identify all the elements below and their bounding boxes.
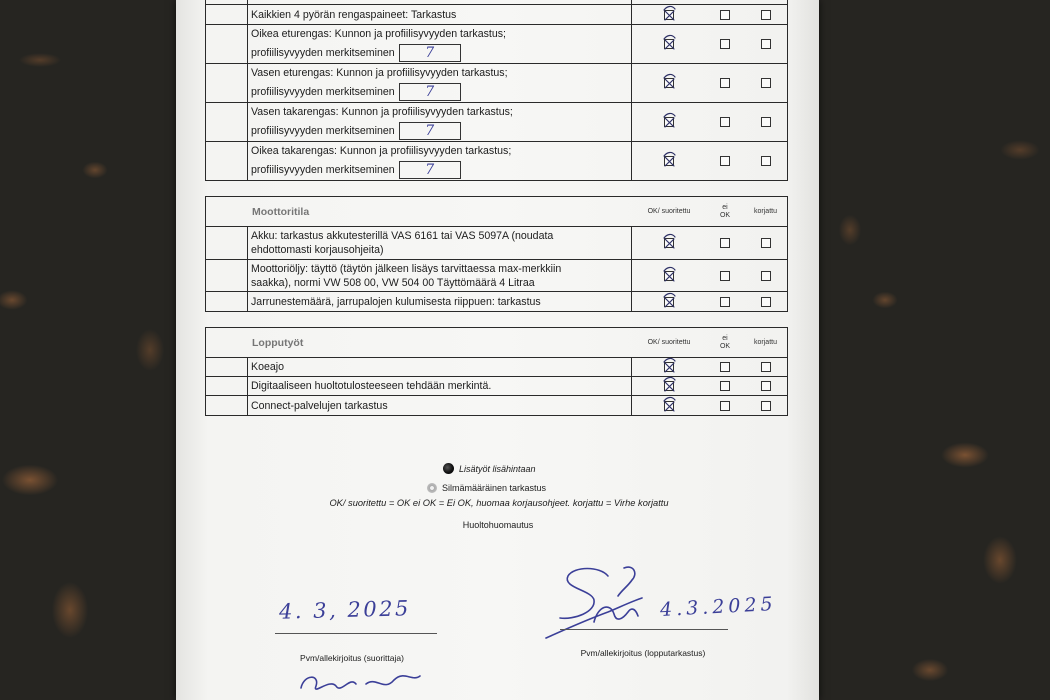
korjattu-cell bbox=[744, 260, 787, 291]
task-cell bbox=[248, 0, 632, 4]
cut-off-row bbox=[206, 0, 787, 4]
ok-checkbox[interactable] bbox=[664, 78, 674, 88]
ok-cell bbox=[632, 5, 706, 24]
table-row bbox=[206, 4, 787, 24]
task-cell bbox=[248, 103, 632, 141]
korjattu-checkbox[interactable] bbox=[761, 401, 771, 411]
task-text: Jarrunestemäärä, jarrupalojen kulumisesta riippuen: tarkastus bbox=[251, 295, 541, 308]
row-number-cell bbox=[206, 358, 248, 376]
task-text: Connect-palvelujen tarkastus bbox=[251, 399, 388, 412]
korjattu-cell bbox=[744, 103, 787, 141]
task-cell bbox=[248, 358, 632, 376]
task-text: Kaikkien 4 pyörän rengaspaineet: Tarkastus bbox=[251, 8, 457, 21]
legend-visual-check bbox=[427, 483, 546, 493]
task-text: Oikea takarengas: Kunnon ja profiilisyvyyden tarkastus; bbox=[251, 145, 512, 157]
table-row bbox=[206, 102, 787, 141]
korjattu-cell bbox=[744, 64, 787, 102]
task-cell bbox=[248, 227, 632, 259]
ok-checkbox[interactable] bbox=[664, 271, 674, 281]
column-header-ei-ok-bottom: OK bbox=[719, 342, 731, 350]
depth-line bbox=[251, 43, 631, 62]
ei-ok-cell bbox=[706, 260, 744, 291]
row-number-cell bbox=[206, 396, 248, 415]
ok-cell bbox=[632, 64, 706, 102]
korjattu-cell bbox=[744, 0, 787, 4]
ei-ok-checkbox[interactable] bbox=[720, 271, 730, 281]
tread-depth-field[interactable]: 7 bbox=[399, 44, 461, 62]
task-cell bbox=[248, 396, 632, 415]
ei-ok-checkbox[interactable] bbox=[720, 10, 730, 20]
final-inspection-handwritten-date: 4.3.2025 bbox=[659, 592, 778, 622]
table-row bbox=[206, 63, 787, 102]
ei-ok-checkbox[interactable] bbox=[720, 39, 730, 49]
ei-ok-checkbox[interactable] bbox=[720, 297, 730, 307]
legend-key: OK/ suoritettu = OK ei OK = Ei OK, huomaa korjausohjeet. korjattu = Virhe korjattu bbox=[329, 498, 669, 508]
task-text: Oikea eturengas: Kunnon ja profiilisyvyyden tarkastus; bbox=[251, 28, 506, 40]
ok-checkbox[interactable] bbox=[664, 362, 674, 372]
ok-cell bbox=[632, 377, 706, 395]
ei-ok-checkbox[interactable] bbox=[720, 381, 730, 391]
depth-line bbox=[251, 82, 631, 101]
korjattu-checkbox[interactable] bbox=[761, 117, 771, 127]
korjattu-checkbox[interactable] bbox=[761, 238, 771, 248]
row-number-cell bbox=[206, 103, 248, 141]
task-text: Digitaaliseen huoltotulosteeseen tehdään merkintä. bbox=[251, 380, 492, 392]
korjattu-cell bbox=[744, 292, 787, 311]
korjattu-checkbox[interactable] bbox=[761, 156, 771, 166]
task-cell bbox=[248, 260, 632, 291]
ok-cell bbox=[632, 142, 706, 180]
ok-cell bbox=[632, 103, 706, 141]
row-number-cell bbox=[206, 64, 248, 102]
hand-drawn-check-icon bbox=[661, 375, 679, 395]
ei-ok-cell bbox=[706, 64, 744, 102]
korjattu-checkbox[interactable] bbox=[761, 297, 771, 307]
legend-extra-work-text: Lisätyöt lisähintaan bbox=[459, 463, 536, 474]
table-row bbox=[206, 141, 787, 180]
hand-drawn-check-icon bbox=[661, 111, 679, 131]
final-inspection-signature-line bbox=[560, 629, 728, 630]
legend-extra-work bbox=[443, 463, 536, 474]
hand-drawn-check-icon bbox=[661, 33, 679, 53]
task-text-line-2: saakka), normi VW 508 00, VW 504 00 Täyttömäärä 4 Litraa bbox=[251, 276, 535, 289]
column-header-ei-ok bbox=[706, 197, 744, 226]
ei-ok-cell bbox=[706, 358, 744, 376]
task-text-line-2: ehdottomasti korjausohjeita) bbox=[251, 244, 384, 256]
final-work-table bbox=[205, 327, 788, 416]
section-header bbox=[206, 328, 787, 357]
hand-drawn-check-icon bbox=[661, 72, 679, 92]
final-inspection-signature bbox=[538, 562, 650, 644]
filled-dot-icon bbox=[443, 463, 454, 474]
table-row bbox=[206, 24, 787, 63]
row-number-cell bbox=[206, 142, 248, 180]
performer-handwritten-date: 4. 3, 2025 bbox=[278, 596, 412, 624]
hand-drawn-check-icon bbox=[661, 4, 679, 24]
tire-checks-table bbox=[205, 0, 788, 181]
task-cell bbox=[248, 5, 632, 24]
hand-drawn-check-icon bbox=[661, 232, 679, 252]
engine-bay-table bbox=[205, 196, 788, 312]
task-cell bbox=[248, 292, 632, 311]
ei-ok-cell bbox=[706, 292, 744, 311]
ok-cell bbox=[632, 292, 706, 311]
depth-label: profiilisyvyyden merkitseminen bbox=[251, 46, 395, 59]
ok-cell bbox=[632, 260, 706, 291]
korjattu-cell bbox=[744, 227, 787, 259]
ok-cell bbox=[632, 396, 706, 415]
tread-depth-field[interactable]: 7 bbox=[399, 122, 461, 140]
ei-ok-cell bbox=[706, 377, 744, 395]
remarks-label: Huoltohuomautus bbox=[462, 520, 534, 530]
performer-signature-line bbox=[275, 633, 437, 634]
section-header bbox=[206, 197, 787, 226]
row-number-cell bbox=[206, 260, 248, 291]
task-text: Vasen takarengas: Kunnon ja profiilisyvyyden tarkastus; bbox=[251, 106, 513, 118]
column-header-ok: OK/ suoritettu bbox=[647, 338, 691, 346]
table-row bbox=[206, 395, 787, 415]
hand-drawn-check-icon bbox=[661, 291, 679, 311]
column-header-ei-ok-bottom: OK bbox=[719, 211, 731, 219]
ok-checkbox[interactable] bbox=[664, 297, 674, 307]
table-row bbox=[206, 226, 787, 259]
task-text-line-1: Akku: tarkastus akkutesterillä VAS 6161 tai VAS 5097A (noudata bbox=[251, 230, 554, 242]
korjattu-checkbox[interactable] bbox=[761, 78, 771, 88]
ok-checkbox[interactable] bbox=[664, 381, 674, 391]
column-header-ei-ok-top: ei bbox=[722, 334, 728, 342]
ei-ok-cell bbox=[706, 396, 744, 415]
table-row bbox=[206, 376, 787, 395]
ei-ok-checkbox[interactable] bbox=[720, 117, 730, 127]
row-number-cell bbox=[206, 227, 248, 259]
ei-ok-cell bbox=[706, 5, 744, 24]
task-cell bbox=[248, 142, 632, 180]
ei-ok-checkbox[interactable] bbox=[720, 238, 730, 248]
ok-cell bbox=[632, 358, 706, 376]
table-row bbox=[206, 259, 787, 291]
tread-depth-field[interactable]: 7 bbox=[399, 161, 461, 179]
hand-drawn-check-icon bbox=[661, 265, 679, 285]
ok-checkbox[interactable] bbox=[664, 156, 674, 166]
task-text: Vasen eturengas: Kunnon ja profiilisyvyyden tarkastus; bbox=[251, 67, 508, 79]
row-number-cell bbox=[206, 292, 248, 311]
ei-ok-cell bbox=[706, 142, 744, 180]
korjattu-checkbox[interactable] bbox=[761, 362, 771, 372]
korjattu-checkbox[interactable] bbox=[761, 271, 771, 281]
legend-visual-check-text: Silmämääräinen tarkastus bbox=[442, 483, 547, 493]
ei-ok-checkbox[interactable] bbox=[720, 401, 730, 411]
ei-ok-cell bbox=[706, 25, 744, 63]
depth-label: profiilisyvyyden merkitseminen bbox=[251, 85, 395, 98]
ok-checkbox[interactable] bbox=[664, 117, 674, 127]
ok-cell bbox=[632, 227, 706, 259]
korjattu-cell bbox=[744, 377, 787, 395]
row-number-cell bbox=[206, 0, 248, 4]
ei-ok-checkbox[interactable] bbox=[720, 78, 730, 88]
row-number-cell bbox=[206, 25, 248, 63]
korjattu-cell bbox=[744, 396, 787, 415]
depth-label: profiilisyvyyden merkitseminen bbox=[251, 124, 395, 137]
korjattu-cell bbox=[744, 5, 787, 24]
column-header-korjattu: korjattu bbox=[754, 207, 777, 215]
row-number-cell bbox=[206, 377, 248, 395]
task-text: Koeajo bbox=[251, 361, 284, 373]
korjattu-checkbox[interactable] bbox=[761, 381, 771, 391]
column-header-ok: OK/ suoritettu bbox=[647, 207, 691, 215]
ok-checkbox[interactable] bbox=[664, 401, 674, 411]
ei-ok-checkbox[interactable] bbox=[720, 156, 730, 166]
row-number-cell bbox=[206, 5, 248, 24]
ei-ok-checkbox[interactable] bbox=[720, 362, 730, 372]
ei-ok-cell bbox=[706, 103, 744, 141]
depth-label: profiilisyvyyden merkitseminen bbox=[251, 163, 395, 176]
column-header-ei-ok bbox=[706, 328, 744, 357]
ei-ok-cell bbox=[706, 227, 744, 259]
korjattu-cell bbox=[744, 142, 787, 180]
ei-ok-cell bbox=[706, 0, 744, 4]
korjattu-checkbox[interactable] bbox=[761, 39, 771, 49]
column-header-ei-ok-top: ei bbox=[722, 203, 728, 211]
task-cell bbox=[248, 64, 632, 102]
korjattu-checkbox[interactable] bbox=[761, 10, 771, 20]
depth-line bbox=[251, 121, 631, 140]
table-row bbox=[206, 357, 787, 376]
ok-cell bbox=[632, 25, 706, 63]
final-inspection-signature-label: Pvm/allekirjoitus (lopputarkastus) bbox=[580, 648, 706, 658]
performer-signature-label: Pvm/allekirjoitus (suorittaja) bbox=[300, 653, 404, 663]
task-text-line-1: Moottoriöljy: täyttö (täytön jälkeen lisäys tarvittaessa max-merkkiin bbox=[251, 262, 562, 275]
tread-depth-field[interactable]: 7 bbox=[399, 83, 461, 101]
grey-dot-icon bbox=[427, 483, 437, 493]
korjattu-cell bbox=[744, 25, 787, 63]
table-row bbox=[206, 291, 787, 311]
hand-drawn-check-icon bbox=[661, 150, 679, 170]
ok-checkbox[interactable] bbox=[664, 10, 674, 20]
task-cell bbox=[248, 25, 632, 63]
section-title: Lopputyöt bbox=[252, 336, 304, 349]
ok-checkbox[interactable] bbox=[664, 39, 674, 49]
korjattu-cell bbox=[744, 358, 787, 376]
task-cell bbox=[248, 377, 632, 395]
ok-checkbox[interactable] bbox=[664, 238, 674, 248]
hand-drawn-check-icon bbox=[661, 395, 679, 415]
depth-line bbox=[251, 160, 631, 179]
column-header-korjattu: korjattu bbox=[754, 338, 777, 346]
section-title: Moottoritila bbox=[252, 205, 310, 218]
performer-signature bbox=[296, 668, 424, 698]
hand-drawn-check-icon bbox=[661, 356, 679, 376]
